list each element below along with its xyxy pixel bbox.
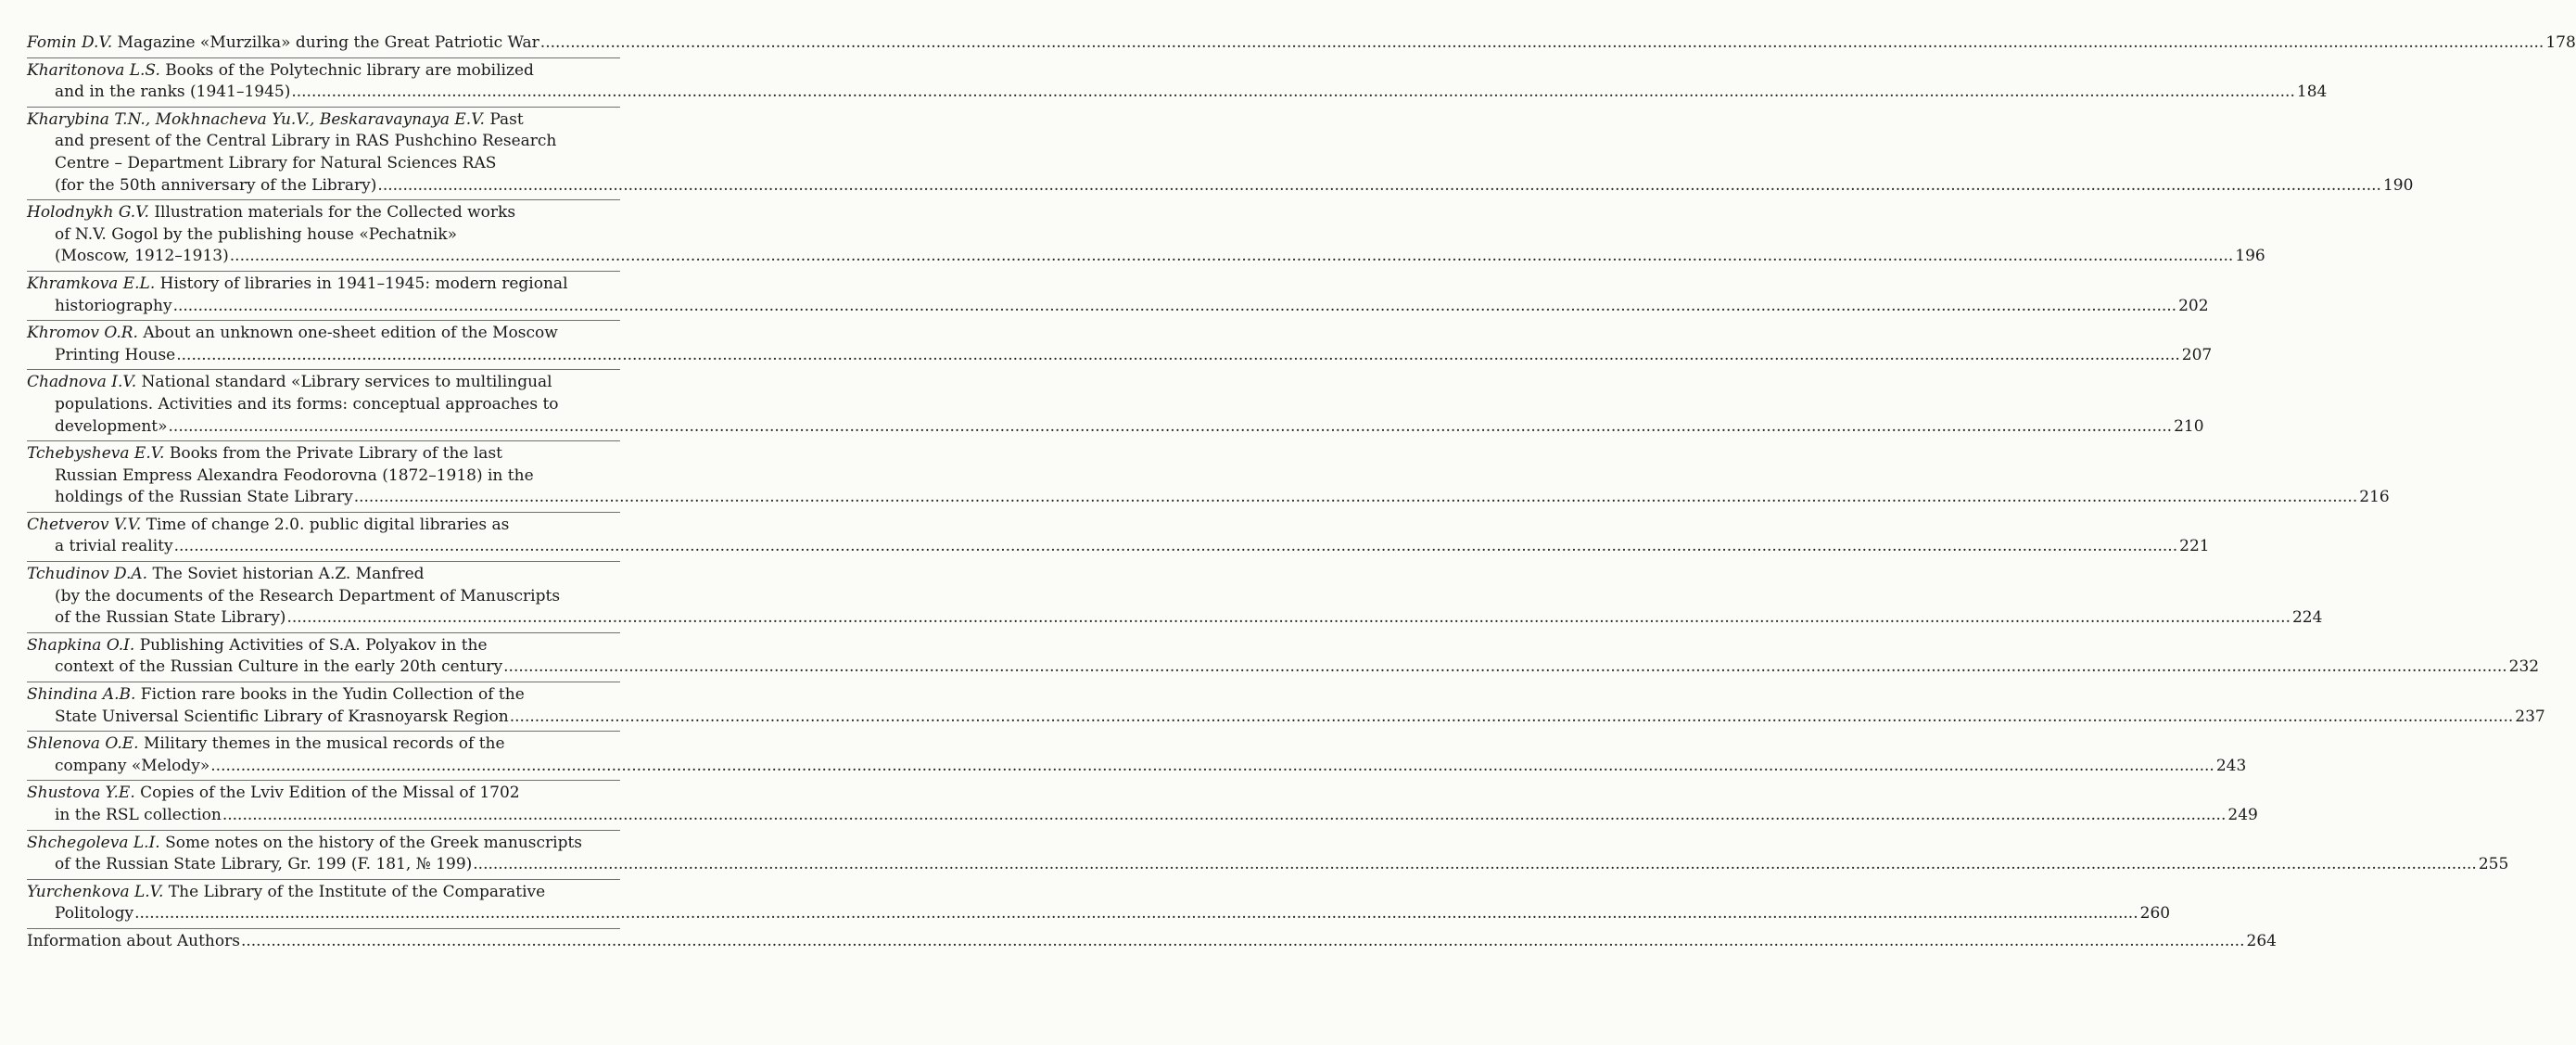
toc-entry-line [27, 153, 620, 175]
toc-entry-line [27, 756, 2247, 778]
page-number: 232 [2508, 657, 2540, 677]
toc-entry-line [27, 60, 620, 83]
entry-title-text: holdings of the Russian State Library [55, 488, 353, 507]
page-number: 178 [2545, 33, 2576, 52]
toc-entry-line [27, 733, 620, 756]
toc-entry-line [27, 854, 2509, 876]
toc-entry-line [27, 783, 620, 805]
toc-entry-line [27, 607, 2323, 630]
toc-entry-line [27, 515, 620, 537]
leader-dots: ................................................................................................................................................................................................................................................................................................................................................................................................................ [503, 657, 2507, 677]
entry-title-text: company «Melody» [55, 756, 210, 775]
page-number: 249 [2227, 806, 2258, 824]
entry-author: Shapkina O.I. [27, 635, 135, 655]
entry-author: Holodnykh G.V. [27, 203, 149, 223]
entry-title-text: Politology [55, 904, 134, 924]
leader-dots: ................................................................................................................................................................................................................................................................................................................................................................................................................ [291, 83, 2295, 102]
toc-entry [27, 441, 2390, 513]
toc-entry-line [27, 635, 620, 657]
entry-title-text: a trivial reality [55, 537, 173, 556]
leader-dots: ................................................................................................................................................................................................................................................................................................................................................................................................................ [168, 416, 2173, 436]
toc-entry [27, 513, 2210, 562]
entry-title-text: of N.V. Gogol by the publishing house «Pechatnik» [55, 224, 458, 244]
toc-entry-line [27, 32, 2576, 55]
toc-entry-line [27, 394, 620, 416]
entry-title-text: Printing House [55, 345, 176, 364]
toc-entry-line [27, 345, 2213, 367]
page-number: 184 [2296, 83, 2328, 102]
toc-entry-line [27, 82, 2328, 104]
toc-entry-line [27, 224, 620, 247]
entry-author: Chetverov V.V. [27, 515, 142, 534]
toc-entry-line [27, 465, 620, 488]
toc-entry [27, 781, 2258, 830]
entry-title-text: History of libraries in 1941–1945: modern regional [159, 274, 568, 293]
leader-dots: ................................................................................................................................................................................................................................................................................................................................................................................................................ [134, 904, 2138, 924]
entry-title-text: Magazine «Murzilka» during the Great Patriotic War [117, 33, 539, 52]
entry-author: Khramkova E.L. [27, 274, 156, 293]
toc-entry-line [27, 487, 2390, 509]
entry-title-text: Copies of the Lviv Edition of the Missal of 1702 [140, 784, 520, 803]
toc-entry-line [27, 805, 2258, 827]
toc-entry-line [27, 443, 620, 465]
entry-title-text: development» [55, 416, 168, 436]
page-number: 237 [2515, 707, 2545, 726]
toc-entry [27, 108, 2414, 200]
page-number: 264 [2246, 931, 2277, 950]
entry-title-text: Russian Empress Alexandra Feodorovna (1872–1918) in the [55, 465, 534, 485]
page-number: 260 [2139, 904, 2171, 924]
toc-entry-line [27, 296, 2209, 318]
toc-entry-line [27, 416, 2204, 439]
entry-title-text: historiography [55, 296, 172, 315]
toc-entry-line [27, 656, 2540, 679]
entry-title-text: Time of change 2.0. public digital libraries as [146, 515, 510, 534]
entry-title-text: (Moscow, 1912–1913) [55, 247, 229, 266]
toc-entry [27, 58, 2328, 108]
entry-title-text: Past [489, 109, 524, 129]
toc-entry-line [27, 372, 620, 394]
entry-title-text: in the RSL collection [55, 806, 222, 824]
entry-title-text: and present of the Central Library in RAS Pushchino Research [55, 132, 557, 151]
toc-entry-line [27, 246, 2265, 268]
entry-title-text: The Library of the Institute of the Comparative [168, 882, 546, 901]
leader-dots: ................................................................................................................................................................................................................................................................................................................................................................................................................ [229, 247, 2234, 266]
toc-entry [27, 929, 2277, 956]
leader-dots: ................................................................................................................................................................................................................................................................................................................................................................................................................ [539, 33, 2544, 52]
entry-title-text: of the Russian State Library) [55, 608, 286, 628]
entry-title-text: State Universal Scientific Library of Krasnoyarsk Region [55, 707, 509, 726]
page-number: 224 [2291, 608, 2323, 628]
toc-entry-line [27, 131, 620, 153]
entry-title-text: Some notes on the history of the Greek manuscripts [165, 833, 583, 852]
page-number: 255 [2478, 855, 2509, 874]
entry-author: Yurchenkova L.V. [27, 882, 164, 901]
toc-entry-line [27, 109, 620, 132]
leader-dots: ................................................................................................................................................................................................................................................................................................................................................................................................................ [210, 756, 2214, 775]
toc-entry [27, 31, 2576, 58]
leader-dots: ................................................................................................................................................................................................................................................................................................................................................................................................................ [353, 488, 2358, 507]
entry-title-text: Publishing Activities of S.A. Polyakov in the [139, 635, 488, 655]
entry-title-text: of the Russian State Library, Gr. 199 (F. 181, № 199) [55, 855, 473, 874]
toc-entry-line [27, 684, 620, 707]
toc-entry-line [27, 274, 620, 296]
leader-dots: ................................................................................................................................................................................................................................................................................................................................................................................................................ [286, 608, 2290, 628]
toc-entry-line [27, 536, 2210, 558]
entry-title-text: National standard «Library services to multilingual [141, 373, 552, 392]
toc-entry [27, 562, 2323, 633]
entry-author: Tchudinov D.A. [27, 565, 148, 584]
entry-author: Tchebysheva E.V. [27, 444, 165, 464]
entry-author: Shlenova O.E. [27, 734, 139, 754]
entry-title-text: Information about Authors [27, 931, 240, 950]
toc-entry-line [27, 202, 620, 224]
page-number: 210 [2174, 416, 2204, 436]
toc-entry [27, 370, 2204, 441]
entry-author: Khromov O.R. [27, 324, 138, 343]
page-number: 207 [2181, 345, 2213, 364]
toc-entry-line [27, 707, 2545, 729]
entry-title-text: populations. Activities and its forms: conceptual approaches to [55, 394, 559, 414]
toc-entry-line [27, 903, 2171, 925]
leader-dots: ................................................................................................................................................................................................................................................................................................................................................................................................................ [176, 345, 2180, 364]
page-number: 216 [2359, 488, 2390, 507]
toc-entry-line [27, 882, 620, 904]
table-of-contents [27, 31, 2576, 956]
leader-dots: ................................................................................................................................................................................................................................................................................................................................................................................................................ [173, 537, 2178, 556]
leader-dots: ................................................................................................................................................................................................................................................................................................................................................................................................................ [222, 806, 2227, 824]
toc-entry [27, 732, 2247, 781]
leader-dots: ................................................................................................................................................................................................................................................................................................................................................................................................................ [172, 296, 2177, 315]
toc-entry [27, 321, 2213, 370]
entry-title-text: Books of the Polytechnic library are mobilized [165, 60, 534, 80]
entry-author: Shindina A.B. [27, 685, 136, 705]
entry-author: Shustova Y.E. [27, 784, 135, 803]
toc-entry-line [27, 833, 620, 855]
toc-entry [27, 831, 2509, 880]
toc-entry-line [27, 564, 620, 586]
entry-title-text: Illustration materials for the Collected works [154, 203, 516, 223]
entry-title-text: Centre – Department Library for Natural Sciences RAS [55, 153, 497, 172]
leader-dots: ................................................................................................................................................................................................................................................................................................................................................................................................................ [473, 855, 2477, 874]
toc-entry-line [27, 323, 620, 345]
entry-title-text: Military themes in the musical records of the [143, 734, 505, 754]
leader-dots: ................................................................................................................................................................................................................................................................................................................................................................................................................ [509, 707, 2514, 726]
toc-entry [27, 633, 2540, 682]
entry-title-text: The Soviet historian A.Z. Manfred [152, 565, 425, 584]
entry-title-text: Fiction rare books in the Yudin Collection of the [140, 685, 525, 705]
page-number: 221 [2179, 537, 2210, 556]
entry-author: Shchegoleva L.I. [27, 833, 160, 852]
toc-entry [27, 272, 2209, 321]
page-number: 190 [2382, 175, 2414, 195]
page-number: 202 [2178, 296, 2209, 315]
entry-title-text: Books from the Private Library of the last [169, 444, 503, 464]
toc-entry [27, 200, 2265, 272]
toc-entry [27, 682, 2545, 732]
page-number: 243 [2215, 756, 2247, 775]
leader-dots: ................................................................................................................................................................................................................................................................................................................................................................................................................ [240, 931, 2245, 950]
entry-author: Kharybina T.N., Mokhnacheva Yu.V., Beskaravaynaya E.V. [27, 109, 485, 129]
toc-entry-line [27, 586, 620, 608]
entry-title-text: and in the ranks (1941–1945) [55, 83, 291, 102]
entry-title-text: (by the documents of the Research Department of Manuscripts [55, 586, 561, 605]
entry-author: Chadnova I.V. [27, 373, 137, 392]
leader-dots: ................................................................................................................................................................................................................................................................................................................................................................................................................ [377, 175, 2381, 195]
entry-title-text: context of the Russian Culture in the early 20th century [55, 657, 503, 677]
entry-author: Kharitonova L.S. [27, 60, 160, 80]
toc-entry-line [27, 931, 2277, 953]
toc-entry-line [27, 175, 2414, 198]
page-number: 196 [2235, 247, 2265, 266]
entry-title-text: (for the 50th anniversary of the Library) [55, 175, 377, 195]
toc-entry [27, 880, 2171, 929]
entry-author: Fomin D.V. [27, 33, 113, 52]
entry-title-text: About an unknown one-sheet edition of the Moscow [143, 324, 558, 343]
